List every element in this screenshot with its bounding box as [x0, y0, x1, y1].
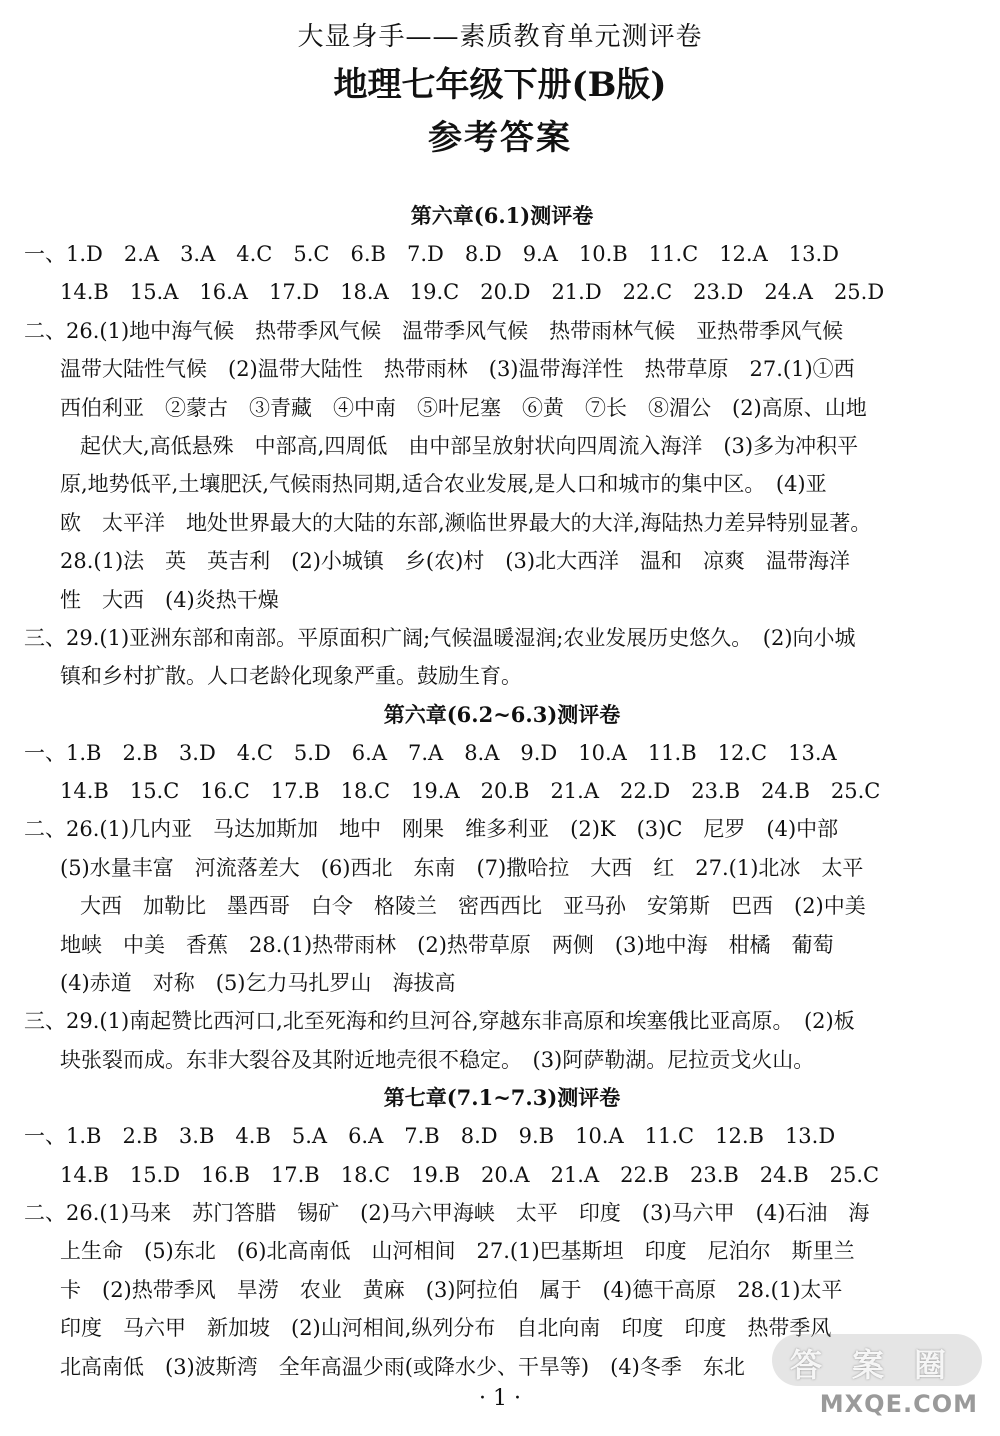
answer-line: 28.(1)法 英 英吉利 (2)小城镇 乡(农)村 (3)北大西洋 温和 凉爽 温带海洋 [60, 549, 851, 574]
watermark-char: 案 [852, 1346, 885, 1384]
watermark [772, 1334, 982, 1424]
answer-line: 一、1.D 2.A 3.A 4.C 5.C 6.B 7.D 8.D 9.A 10.B 11.C 12.A 13.D [24, 242, 839, 266]
answer-line: (5)水量丰富 河流落差大 (6)西北 东南 (7)撒哈拉 大西 红 27.(1)北冰 太平 [60, 855, 864, 880]
page-number: · 1 · [479, 1386, 521, 1411]
answer-line: 块张裂而成。东非大裂谷及其附近地壳很不稳定。 (3)阿萨勒湖。尼拉贡戈火山。 [60, 1047, 815, 1072]
answer-line: 卡 (2)热带季风 旱涝 农业 黄麻 (3)阿拉伯 属于 (4)德干高原 28.(1)太平 [60, 1277, 843, 1302]
section-title: 第六章(6.2~6.3)测评卷 [383, 701, 621, 727]
answer-line: 性 大西 (4)炎热干燥 [60, 587, 279, 612]
answer-line: 二、26.(1)几内亚 马达加斯加 地中 刚果 维多利亚 (2)K (3)C 尼罗 (4)中部 [24, 817, 839, 842]
answer-line: 镇和乡村扩散。人口老龄化现象严重。鼓励生育。 [60, 664, 522, 689]
answer-content [24, 197, 980, 1386]
answer-line: 一、1.B 2.B 3.D 4.C 5.D 6.A 7.A 8.A 9.D 10.A 11.B 12.C 13.A [24, 740, 837, 765]
answer-line: 14.B 15.D 16.B 17.B 18.C 19.B 20.A 21.A 22.B 23.B 24.B 25.C [60, 1162, 880, 1187]
answer-line: 大西 加勒比 墨西哥 白令 格陵兰 密西西比 亚马孙 安第斯 巴西 (2)中美 [80, 894, 866, 919]
watermark-url: MXQE.COM [819, 1390, 978, 1418]
answer-line: 三、29.(1)亚洲东部和南部。平原面积广阔;气候温暖湿润;农业发展历史悠久。 (2)向小城 [24, 625, 856, 650]
answer-line: 14.B 15.A 16.A 17.D 18.A 19.C 20.D 21.D 22.C 23.D 24.A 25.D [60, 280, 885, 305]
answer-line: 印度 马六甲 新加坡 (2)山河相间,纵列分布 自北向南 印度 印度 热带季风 [60, 1316, 832, 1341]
answer-line: 14.B 15.C 16.C 17.B 18.C 19.A 20.B 21.A 22.D 23.B 24.B 25.C [60, 779, 881, 804]
watermark-char: 答 [790, 1346, 823, 1384]
page-subtitle: 参考答案 [428, 118, 572, 158]
answer-line: 温带大陆性气候 (2)温带大陆性 热带雨林 (3)温带海洋性 热带草原 27.(1)①西 [60, 357, 855, 382]
answer-line: (4)赤道 对称 (5)乞力马扎罗山 海拔高 [60, 971, 456, 996]
answer-line: 一、1.B 2.B 3.B 4.B 5.A 6.A 7.B 8.D 9.B 10.A 11.C 12.B 13.D [24, 1124, 836, 1149]
answer-line: 地峡 中美 香蕉 28.(1)热带雨林 (2)热带草原 两侧 (3)地中海 柑橘 葡萄 [60, 932, 834, 957]
answer-line: 原,地势低平,土壤肥沃,气候雨热同期,适合农业发展,是人口和城市的集中区。 (4)亚 [60, 472, 827, 497]
answer-line: 起伏大,高低悬殊 中部高,四周低 由中部呈放射状向四周流入海洋 (3)多为冲积平 [80, 433, 859, 458]
series-title: 大显身手——素质教育单元测评卷 [297, 22, 703, 52]
section-title: 第六章(6.1)测评卷 [410, 203, 594, 228]
answer-line: 西伯利亚 ②蒙古 ③青藏 ④中南 ⑤叶尼塞 ⑥黄 ⑦长 ⑧湄公 (2)高原、山地 [60, 395, 867, 420]
answer-line: 上生命 (5)东北 (6)北高南低 山河相间 27.(1)巴基斯坦 印度 尼泊尔 斯里兰 [60, 1239, 855, 1264]
answer-line: 三、29.(1)南起赞比西河口,北至死海和约旦河谷,穿越东非高原和埃塞俄比亚高原。 (2)板 [24, 1009, 855, 1034]
watermark-char: 圈 [914, 1346, 947, 1384]
section-title: 第七章(7.1~7.3)测评卷 [383, 1085, 621, 1111]
page-title: 地理七年级下册(B版) [333, 65, 667, 105]
answer-line: 北高南低 (3)波斯湾 全年高温少雨(或降水少、干旱等) (4)冬季 东北 [60, 1354, 745, 1379]
answer-line: 二、26.(1)马来 苏门答腊 锡矿 (2)马六甲海峡 太平 印度 (3)马六甲 (4)石油 海 [24, 1200, 870, 1225]
answer-section [24, 696, 980, 1080]
answer-line: 欧 太平洋 地处世界最大的大陆的东部,濒临世界最大的大洋,海陆热力差异特别显著。 [60, 510, 872, 535]
answer-section [24, 197, 980, 696]
answer-line: 二、26.(1)地中海气候 热带季风气候 温带季风气候 热带雨林气候 亚热带季风气候 [24, 318, 844, 343]
